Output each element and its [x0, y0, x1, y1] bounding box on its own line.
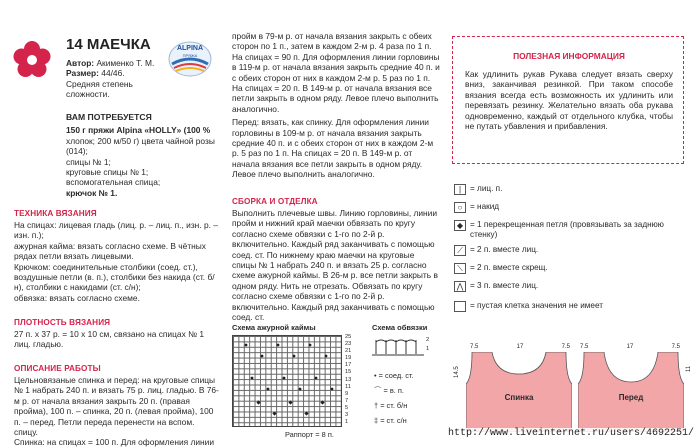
k3tog-icon: ⋀ [454, 281, 466, 292]
front-dims-top [580, 344, 680, 350]
side-dim-front: 11 [686, 365, 692, 372]
edge-legend-symbol: ⌒ [374, 386, 382, 395]
assembly-heading: СБОРКА И ОТДЕЛКА [232, 197, 318, 206]
work-col2-top: пройм в 79-м р. от начала вязания закрыть с обеих сторон по 1 п., затем в каждом 2-м р. 4 раза по 1 п. На спицах = 90 п. Для оформления линии горловины в 119-м р. от начала вязания закрыть средние 40 п. и с обеих сторон от них в каждом 2-м р. 5 раз по 1 п. На спицах = 20 п. В 149-м р. от начала вязания все петли закрыть в одном ряду. Левое плечо выполнить аналогично. [232, 31, 440, 114]
edge-legend-label: = в. п. [383, 386, 404, 395]
side-dim-back: 14.5 [454, 366, 460, 378]
back-dims-top [470, 344, 570, 350]
edge-legend-label: = ст. с/н [380, 416, 407, 425]
crossed-stitch-icon: ◆ [454, 220, 466, 231]
dim-label: 7.5 [671, 344, 680, 350]
back-schematic [466, 352, 572, 432]
front-label: Перед [618, 393, 644, 402]
front-schematic [578, 352, 684, 432]
lace-chart-symbols [232, 335, 342, 427]
difficulty: Средняя степень сложности. [66, 78, 133, 100]
size: 44/46. [101, 68, 125, 79]
author-block [66, 58, 176, 100]
work-body [14, 375, 220, 448]
edge-chart [372, 336, 424, 358]
materials-line-6: крючок № 1. [66, 187, 118, 198]
assembly-text: Выполнить плечевые швы. Линию горловины, линии пройм и нижний край маечки обвязать по кругу согласно схеме обвязки с 1-го по 2-й р. включительно. Каждый ряд заканчивать с помощью соед. ст. По нижнему краю маечки на круговые спицы № 1 набрать 240 п. и вязать 25 р. согласно схеме ажурной каймы. В 26-м р. все петли закрыть в одном ряду. Нить не отрезать. Обвязать по кругу согласно схеме обвязки с 1-го по 2-й р. включительно. Каждый ряд заканчивать с помощью соед. ст. [232, 208, 438, 323]
author-label: Автор: [66, 58, 95, 68]
row-number: 21 [345, 348, 352, 355]
legend-label: = 2 п. вместе скрещ. [470, 263, 548, 272]
dim-label: 7.5 [561, 344, 570, 350]
symbol-legend [454, 184, 690, 312]
info-box [452, 36, 684, 164]
edge-legend [374, 368, 414, 428]
materials-line-1: хлопок; 200 м/50 г) цвета чайной розы [66, 135, 215, 146]
lace-chart-row-numbers [345, 334, 359, 426]
row-number: 3 [345, 412, 349, 419]
brand-logo-subtext: ПРЯЖА [182, 53, 198, 58]
row-number: 1 [345, 419, 349, 426]
middle-column [232, 31, 440, 180]
k2tog-icon: ⟋ [454, 245, 466, 256]
row-number: 23 [345, 341, 352, 348]
legend-label: = накид [470, 202, 500, 211]
edge-chart-title: Схема обвязки [372, 323, 428, 332]
technique-body [14, 220, 220, 303]
k2tog-crossed-icon: ⟍ [454, 263, 466, 274]
edge-row-number: 1 [426, 346, 430, 352]
work-col1-last: Спинка: на спицах = 100 п. Для оформления линии [14, 437, 215, 448]
flower-icon [12, 40, 52, 80]
legend-label: = пустая клетка значения не имеет [470, 301, 603, 310]
technique-line-2: Крючком: соединительные столбики (соед. ст.), воздушные петли (в. п.), столбики без накида (ст. б/н), столбики с накидами (ст. с/н); [14, 261, 215, 293]
brand-logo-text: ALPINA [176, 45, 204, 52]
work-col1: Цельновязаные спинка и перед: на круговые спицы № 1 набрать 240 п. и вязать 75 р. лиц. гладью. В 76-м р. от начала вязания закрыть 20 п. (правая пройма), 100 п. – спинка, 20 п. (левая пройма), 100 п. – перед. Петли переда перенести на вспом. спицу. [14, 375, 219, 438]
density-heading: ПЛОТНОСТЬ ВЯЗАНИЯ [14, 318, 111, 327]
edge-legend-label: = соед. ст. [378, 371, 414, 380]
edge-legend-symbol: ‡ [374, 416, 379, 425]
row-number: 25 [345, 334, 352, 340]
materials-section [66, 112, 220, 198]
edge-legend-label: = ст. б/н [380, 401, 408, 410]
dim-label: 17 [626, 344, 634, 350]
legend-label: = 1 перекрещенная петля (провязывать за заднюю стенку) [470, 220, 664, 239]
technique-heading: ТЕХНИКА ВЯЗАНИЯ [14, 209, 97, 218]
row-number: 11 [345, 383, 351, 390]
row-number: 13 [345, 376, 352, 383]
dim-label: 7.5 [470, 344, 479, 350]
dim-label: 17 [516, 344, 524, 350]
materials-heading: ВАМ ПОТРЕБУЕТСЯ [66, 112, 152, 122]
row-number: 9 [345, 390, 349, 397]
back-label: Спинка [504, 393, 534, 402]
density-text: 27 п. х 37 р. = 10 х 10 см, связано на спицах № 1 лиц. гладью. [14, 329, 205, 350]
info-text: Как удлинить рукав Рукава следует вязать сверху вниз, заканчивая резинкой. При таком способе вязания всегда есть возможность их удлинить или перевязать резинку. Желательно вязать оба рукава одновременно, каждый от отдельного клубка, чтобы не путать убавления и прибавления. [465, 69, 673, 132]
lace-chart-title: Схема ажурной каймы [232, 323, 316, 332]
legend-label: = лиц. п. [470, 184, 503, 193]
row-number: 7 [345, 397, 349, 404]
yarn-over-icon: ○ [454, 202, 466, 213]
materials-line-2: (014); [66, 146, 88, 157]
technique-line-3: обвязка: вязать согласно схеме. [14, 292, 140, 303]
row-number: 15 [345, 369, 352, 376]
rapport-label: Раппорт = 8 п. [285, 430, 334, 439]
materials-line-0: 150 г пряжи Alpina «HOLLY» (100 % [66, 125, 211, 136]
knit-stitch-icon: | [454, 184, 466, 195]
work-col2-front: Перед: вязать, как спинку. Для оформления линии горловины в 109-м р. от начала вязания закрыть средние 40 п. и с обеих сторон от них в каждом 2-м р. 5 раз по 1 п. На спицах = 20 п. В 149-м р. от начала вязания все петли закрыть в одном ряду. Левое плечо выполнить аналогично. [232, 117, 434, 180]
row-number: 5 [345, 404, 349, 411]
legend-label: = 3 п. вместе лиц. [470, 281, 539, 290]
technique-line-1: ажурная кайма: вязать согласно схеме. В чётных рядах петли вязать лицевыми. [14, 240, 206, 262]
info-heading: ПОЛЕЗНАЯ ИНФОРМАЦИЯ [513, 51, 625, 61]
edge-row-number: 2 [426, 337, 430, 343]
dim-label: 7.5 [580, 344, 589, 350]
technique-line-0: На спицах: лицевая гладь (лиц. р. – лиц. п., изн. р. – изн. п.); [14, 220, 218, 241]
edge-row-numbers [426, 336, 429, 354]
row-number: 17 [345, 362, 352, 369]
brand-logo [168, 40, 212, 78]
page-title: 14 МАЕЧКА [66, 36, 151, 53]
size-label: Размер: [66, 68, 99, 79]
watermark-url[interactable]: http://www.liveinternet.ru/users/4692251/ [448, 428, 695, 439]
edge-legend-symbol: • [374, 371, 377, 380]
author: Акименко Т. М. [96, 58, 155, 68]
materials-line-3: спицы № 1; [66, 156, 111, 167]
materials-line-4: круговые спицы № 1; [66, 167, 149, 178]
empty-cell-icon [454, 301, 466, 312]
legend-label: = 2 п. вместе лиц. [470, 245, 539, 254]
materials-line-5: вспомогательная спица; [66, 177, 161, 188]
work-heading: ОПИСАНИЕ РАБОТЫ [14, 364, 101, 373]
edge-legend-symbol: † [374, 401, 379, 410]
row-number: 19 [345, 355, 352, 362]
